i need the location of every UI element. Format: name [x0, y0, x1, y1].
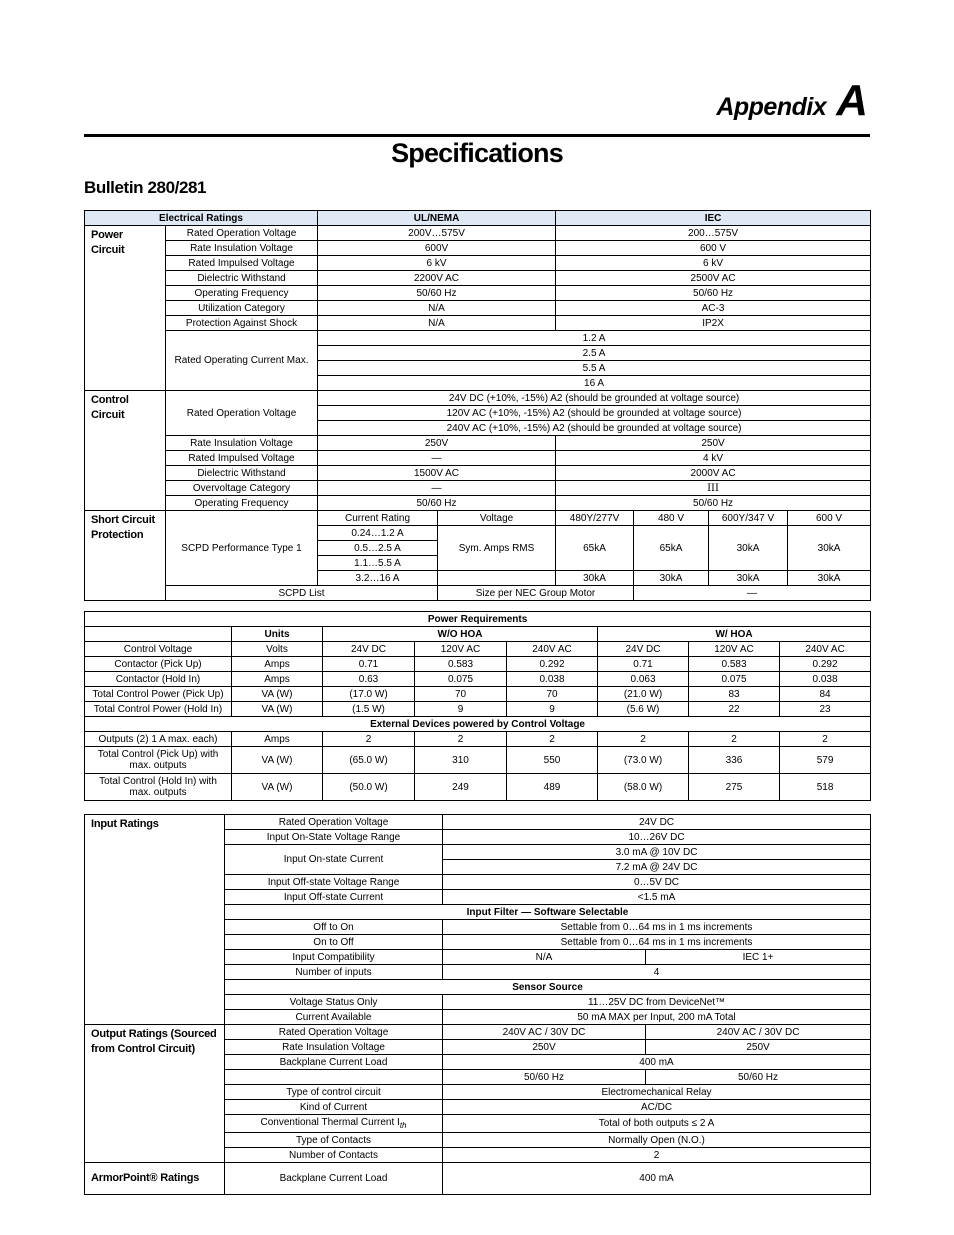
cell: Total Control Power (Hold In)	[85, 702, 232, 717]
electrical-ratings-table	[84, 210, 871, 601]
cell: 600Y/347 V	[709, 511, 788, 526]
cell: 50/60 Hz	[443, 1070, 646, 1085]
cell: Current Rating	[318, 511, 438, 526]
row-label: Rated Impulsed Voltage	[166, 256, 318, 271]
cell: (73.0 W)	[598, 747, 689, 774]
cell: 2	[780, 732, 871, 747]
cell: <1.5 mA	[443, 890, 871, 905]
cell: Sym. Amps RMS	[438, 526, 556, 571]
cell: 2	[689, 732, 780, 747]
cell: Amps	[232, 732, 323, 747]
row-label: On to Off	[225, 935, 443, 950]
row-label: Input On-State Voltage Range	[225, 830, 443, 845]
cell: 4 kV	[556, 451, 871, 466]
table-row	[85, 657, 871, 672]
row-label: SCPD Performance Type 1	[166, 511, 318, 586]
cell: 2.5 A	[318, 346, 871, 361]
table-row	[85, 747, 871, 774]
cell: 400 mA	[443, 1055, 871, 1070]
cell: Contactor (Hold In)	[85, 672, 232, 687]
cell: 9	[507, 702, 598, 717]
cell: 0.075	[689, 672, 780, 687]
cell: 30kA	[709, 571, 788, 586]
cell: Normally Open (N.O.)	[443, 1133, 871, 1148]
section-label: Input Ratings	[85, 815, 225, 1025]
cell: 0.24…1.2 A	[318, 526, 438, 541]
cell: 23	[780, 702, 871, 717]
table-row	[85, 256, 871, 271]
cell: Electromechanical Relay	[443, 1085, 871, 1100]
cell: 83	[689, 687, 780, 702]
cell: (50.0 W)	[323, 774, 415, 801]
cell: 50/60 Hz	[556, 496, 871, 511]
cell: 200V…575V	[318, 226, 556, 241]
cell: 50/60 Hz	[646, 1070, 871, 1085]
cell: 3.0 mA @ 10V DC	[443, 845, 871, 860]
cell: 240V AC (+10%, -15%) A2 (should be grounded at voltage source)	[318, 421, 871, 436]
cell: 480 V	[634, 511, 709, 526]
table-row	[85, 286, 871, 301]
cell: 240V AC	[780, 642, 871, 657]
row-label: Type of Contacts	[225, 1133, 443, 1148]
section-label: Power Circuit	[85, 226, 166, 391]
table-subtitle: External Devices powered by Control Voltage	[85, 717, 871, 732]
cell: 30kA	[556, 571, 634, 586]
cell: 250V	[556, 436, 871, 451]
cell: 0.5…2.5 A	[318, 541, 438, 556]
cell: AC-3	[556, 301, 871, 316]
cell: Volts	[232, 642, 323, 657]
cell: N/A	[318, 301, 556, 316]
cell: 30kA	[788, 526, 871, 571]
cell: 550	[507, 747, 598, 774]
table-header-row	[85, 211, 871, 226]
table-row	[85, 1163, 871, 1195]
cell: 250V	[443, 1040, 646, 1055]
row-label: Rate Insulation Voltage	[166, 241, 318, 256]
cell: 250V	[646, 1040, 871, 1055]
row-label: Type of control circuit	[225, 1085, 443, 1100]
table-row	[85, 702, 871, 717]
cell: 400 mA	[443, 1163, 871, 1195]
cell: 11…25V DC from DeviceNet™	[443, 995, 871, 1010]
cell: 0.038	[507, 672, 598, 687]
cell: 84	[780, 687, 871, 702]
cell: —	[634, 586, 871, 601]
section-title: Bulletin 280/281	[84, 178, 207, 197]
cell: Control Voltage	[85, 642, 232, 657]
cell: 2	[323, 732, 415, 747]
table-subtitle-row	[85, 717, 871, 732]
table-row	[85, 436, 871, 451]
row-label: Rated Operation Voltage	[166, 391, 318, 436]
cell: (21.0 W)	[598, 687, 689, 702]
appendix-letter: A	[836, 76, 868, 125]
row-label: Off to On	[225, 920, 443, 935]
table-row	[85, 226, 871, 241]
cell: 70	[507, 687, 598, 702]
cell: 50/60 Hz	[318, 496, 556, 511]
row-label: Kind of Current	[225, 1100, 443, 1115]
cell: 310	[415, 747, 507, 774]
cell: 1.2 A	[318, 331, 871, 346]
cell: 240V AC / 30V DC	[443, 1025, 646, 1040]
section-label: ArmorPoint® Ratings	[85, 1163, 225, 1195]
row-label: SCPD List	[166, 586, 438, 601]
table-title: Power Requirements	[85, 612, 871, 627]
cell: 0.075	[415, 672, 507, 687]
table-row	[85, 511, 871, 526]
cell: 2	[415, 732, 507, 747]
table-subtitle: Input Filter — Software Selectable	[225, 905, 871, 920]
cell: 250V	[318, 436, 556, 451]
table-row	[85, 642, 871, 657]
table-row	[85, 331, 871, 346]
row-label: Operating Frequency	[166, 286, 318, 301]
section-label: Short Circuit Protection	[85, 511, 166, 601]
cell: 65kA	[634, 526, 709, 571]
cell: 50 mA MAX per Input, 200 mA Total	[443, 1010, 871, 1025]
cell: Settable from 0…64 ms in 1 ms increments	[443, 935, 871, 950]
table-row	[85, 586, 871, 601]
cell: 9	[415, 702, 507, 717]
cell: 489	[507, 774, 598, 801]
cell: VA (W)	[232, 747, 323, 774]
cell: 600 V	[788, 511, 871, 526]
cell: 6 kV	[556, 256, 871, 271]
row-label: Dielectric Withstand	[166, 466, 318, 481]
cell: 2500V AC	[556, 271, 871, 286]
section-label: Control Circuit	[85, 391, 166, 511]
cell: Total of both outputs ≤ 2 A	[443, 1115, 871, 1133]
cell: 0…5V DC	[443, 875, 871, 890]
thermal-current-subscript: th	[399, 1120, 407, 1130]
cell: Size per NEC Group Motor	[438, 586, 634, 601]
cell: —	[318, 451, 556, 466]
cell: Total Control (Hold In) with max. outputs	[85, 774, 232, 801]
row-label: Backplane Current Load	[225, 1163, 443, 1195]
cell: 0.063	[598, 672, 689, 687]
cell: 249	[415, 774, 507, 801]
row-label: Input Compatibility	[225, 950, 443, 965]
table-row	[85, 466, 871, 481]
cell: 6 kV	[318, 256, 556, 271]
io-ratings-table	[84, 814, 871, 1195]
row-label: Overvoltage Category	[166, 481, 318, 496]
cell: 5.5 A	[318, 361, 871, 376]
table-title-row	[85, 612, 871, 627]
cell: 2	[598, 732, 689, 747]
cell: 2200V AC	[318, 271, 556, 286]
cell: IEC 1+	[646, 950, 871, 965]
table-row	[85, 241, 871, 256]
table-row	[85, 496, 871, 511]
table-row	[85, 316, 871, 331]
cell: 0.583	[415, 657, 507, 672]
header-cell: W/O HOA	[323, 627, 598, 642]
cell: 1500V AC	[318, 466, 556, 481]
row-label: Voltage Status Only	[225, 995, 443, 1010]
row-label: Input On-state Current	[225, 845, 443, 875]
row-label	[225, 1115, 443, 1133]
cell: 7.2 mA @ 24V DC	[443, 860, 871, 875]
cell: IP2X	[556, 316, 871, 331]
cell: 336	[689, 747, 780, 774]
row-label: Utilization Category	[166, 301, 318, 316]
header-cell	[85, 627, 232, 642]
cell: Outputs (2) 1 A max. each)	[85, 732, 232, 747]
header-cell: W/ HOA	[598, 627, 871, 642]
header-cell: UL/NEMA	[318, 211, 556, 226]
cell: 2	[507, 732, 598, 747]
cell: 24V DC	[323, 642, 415, 657]
cell: 275	[689, 774, 780, 801]
row-label: Rate Insulation Voltage	[225, 1040, 443, 1055]
cell: (5.6 W)	[598, 702, 689, 717]
row-label	[225, 1070, 443, 1085]
cell: 0.292	[780, 657, 871, 672]
table-row	[85, 732, 871, 747]
cell: 579	[780, 747, 871, 774]
row-label: Rated Operation Voltage	[166, 226, 318, 241]
cell: 0.71	[323, 657, 415, 672]
cell: 4	[443, 965, 871, 980]
cell: Amps	[232, 672, 323, 687]
cell: 3.2…16 A	[318, 571, 438, 586]
cell: Settable from 0…64 ms in 1 ms increments	[443, 920, 871, 935]
row-label: Number of inputs	[225, 965, 443, 980]
cell: 120V AC	[689, 642, 780, 657]
cell: 16 A	[318, 376, 871, 391]
table-row	[85, 271, 871, 286]
row-label: Rate Insulation Voltage	[166, 436, 318, 451]
header-cell: Units	[232, 627, 323, 642]
row-label: Rated Operating Current Max.	[166, 331, 318, 391]
table-row	[85, 451, 871, 466]
row-label: Operating Frequency	[166, 496, 318, 511]
cell: 24V DC	[598, 642, 689, 657]
row-label: Current Available	[225, 1010, 443, 1025]
table-row	[85, 774, 871, 801]
cell: (1.5 W)	[323, 702, 415, 717]
table-row	[85, 301, 871, 316]
thermal-current-label: Conventional Thermal Current I	[260, 1116, 400, 1128]
cell: 240V AC	[507, 642, 598, 657]
row-label: Number of Contacts	[225, 1148, 443, 1163]
cell: 50/60 Hz	[556, 286, 871, 301]
cell: 10…26V DC	[443, 830, 871, 845]
cell: —	[318, 481, 556, 496]
cell: 480Y/277V	[556, 511, 634, 526]
cell: 2	[443, 1148, 871, 1163]
cell: 0.583	[689, 657, 780, 672]
table-subtitle: Sensor Source	[225, 980, 871, 995]
table-row	[85, 815, 871, 830]
cell: 30kA	[709, 526, 788, 571]
cell: 600V	[318, 241, 556, 256]
cell: 1.1…5.5 A	[318, 556, 438, 571]
header-cell: IEC	[556, 211, 871, 226]
cell: 70	[415, 687, 507, 702]
cell: 22	[689, 702, 780, 717]
table-row	[85, 1025, 871, 1040]
cell: Total Control Power (Pick Up)	[85, 687, 232, 702]
cell: 30kA	[634, 571, 709, 586]
row-label: Input Off-state Current	[225, 890, 443, 905]
cell: 24V DC (+10%, -15%) A2 (should be grounded at voltage source)	[318, 391, 871, 406]
cell: 0.038	[780, 672, 871, 687]
cell: 518	[780, 774, 871, 801]
cell: 240V AC / 30V DC	[646, 1025, 871, 1040]
cell: 50/60 Hz	[318, 286, 556, 301]
cell: 24V DC	[443, 815, 871, 830]
table-row	[85, 481, 871, 496]
cell: 2000V AC	[556, 466, 871, 481]
table-header-row	[85, 627, 871, 642]
cell: 120V AC	[415, 642, 507, 657]
cell: 600 V	[556, 241, 871, 256]
cell: VA (W)	[232, 774, 323, 801]
row-label: Rated Impulsed Voltage	[166, 451, 318, 466]
power-requirements-table	[84, 611, 871, 801]
cell: N/A	[318, 316, 556, 331]
title-rule	[84, 134, 870, 137]
section-label: Output Ratings (Sourced from Control Circuit)	[85, 1025, 225, 1163]
cell: III	[556, 481, 871, 496]
cell: 0.71	[598, 657, 689, 672]
cell: Contactor (Pick Up)	[85, 657, 232, 672]
page-title: Specifications	[391, 138, 563, 168]
cell: 120V AC (+10%, -15%) A2 (should be grounded at voltage source)	[318, 406, 871, 421]
row-label: Rated Operation Voltage	[225, 1025, 443, 1040]
cell: VA (W)	[232, 687, 323, 702]
cell: VA (W)	[232, 702, 323, 717]
cell: Voltage	[438, 511, 556, 526]
table-row	[85, 687, 871, 702]
header-cell: Electrical Ratings	[85, 211, 318, 226]
cell: 0.292	[507, 657, 598, 672]
cell: 65kA	[556, 526, 634, 571]
cell: (65.0 W)	[323, 747, 415, 774]
cell: 30kA	[788, 571, 871, 586]
row-label: Protection Against Shock	[166, 316, 318, 331]
cell: 0.63	[323, 672, 415, 687]
table-row	[85, 672, 871, 687]
cell	[438, 571, 556, 586]
cell: Amps	[232, 657, 323, 672]
row-label: Input Off-state Voltage Range	[225, 875, 443, 890]
appendix-word: Appendix	[716, 93, 827, 121]
cell: N/A	[443, 950, 646, 965]
cell: Total Control (Pick Up) with max. outputs	[85, 747, 232, 774]
cell: 200…575V	[556, 226, 871, 241]
row-label: Rated Operation Voltage	[225, 815, 443, 830]
cell: AC/DC	[443, 1100, 871, 1115]
cell: (58.0 W)	[598, 774, 689, 801]
table-row	[85, 391, 871, 406]
row-label: Backplane Current Load	[225, 1055, 443, 1070]
cell: (17.0 W)	[323, 687, 415, 702]
appendix-heading	[716, 76, 868, 126]
row-label: Dielectric Withstand	[166, 271, 318, 286]
